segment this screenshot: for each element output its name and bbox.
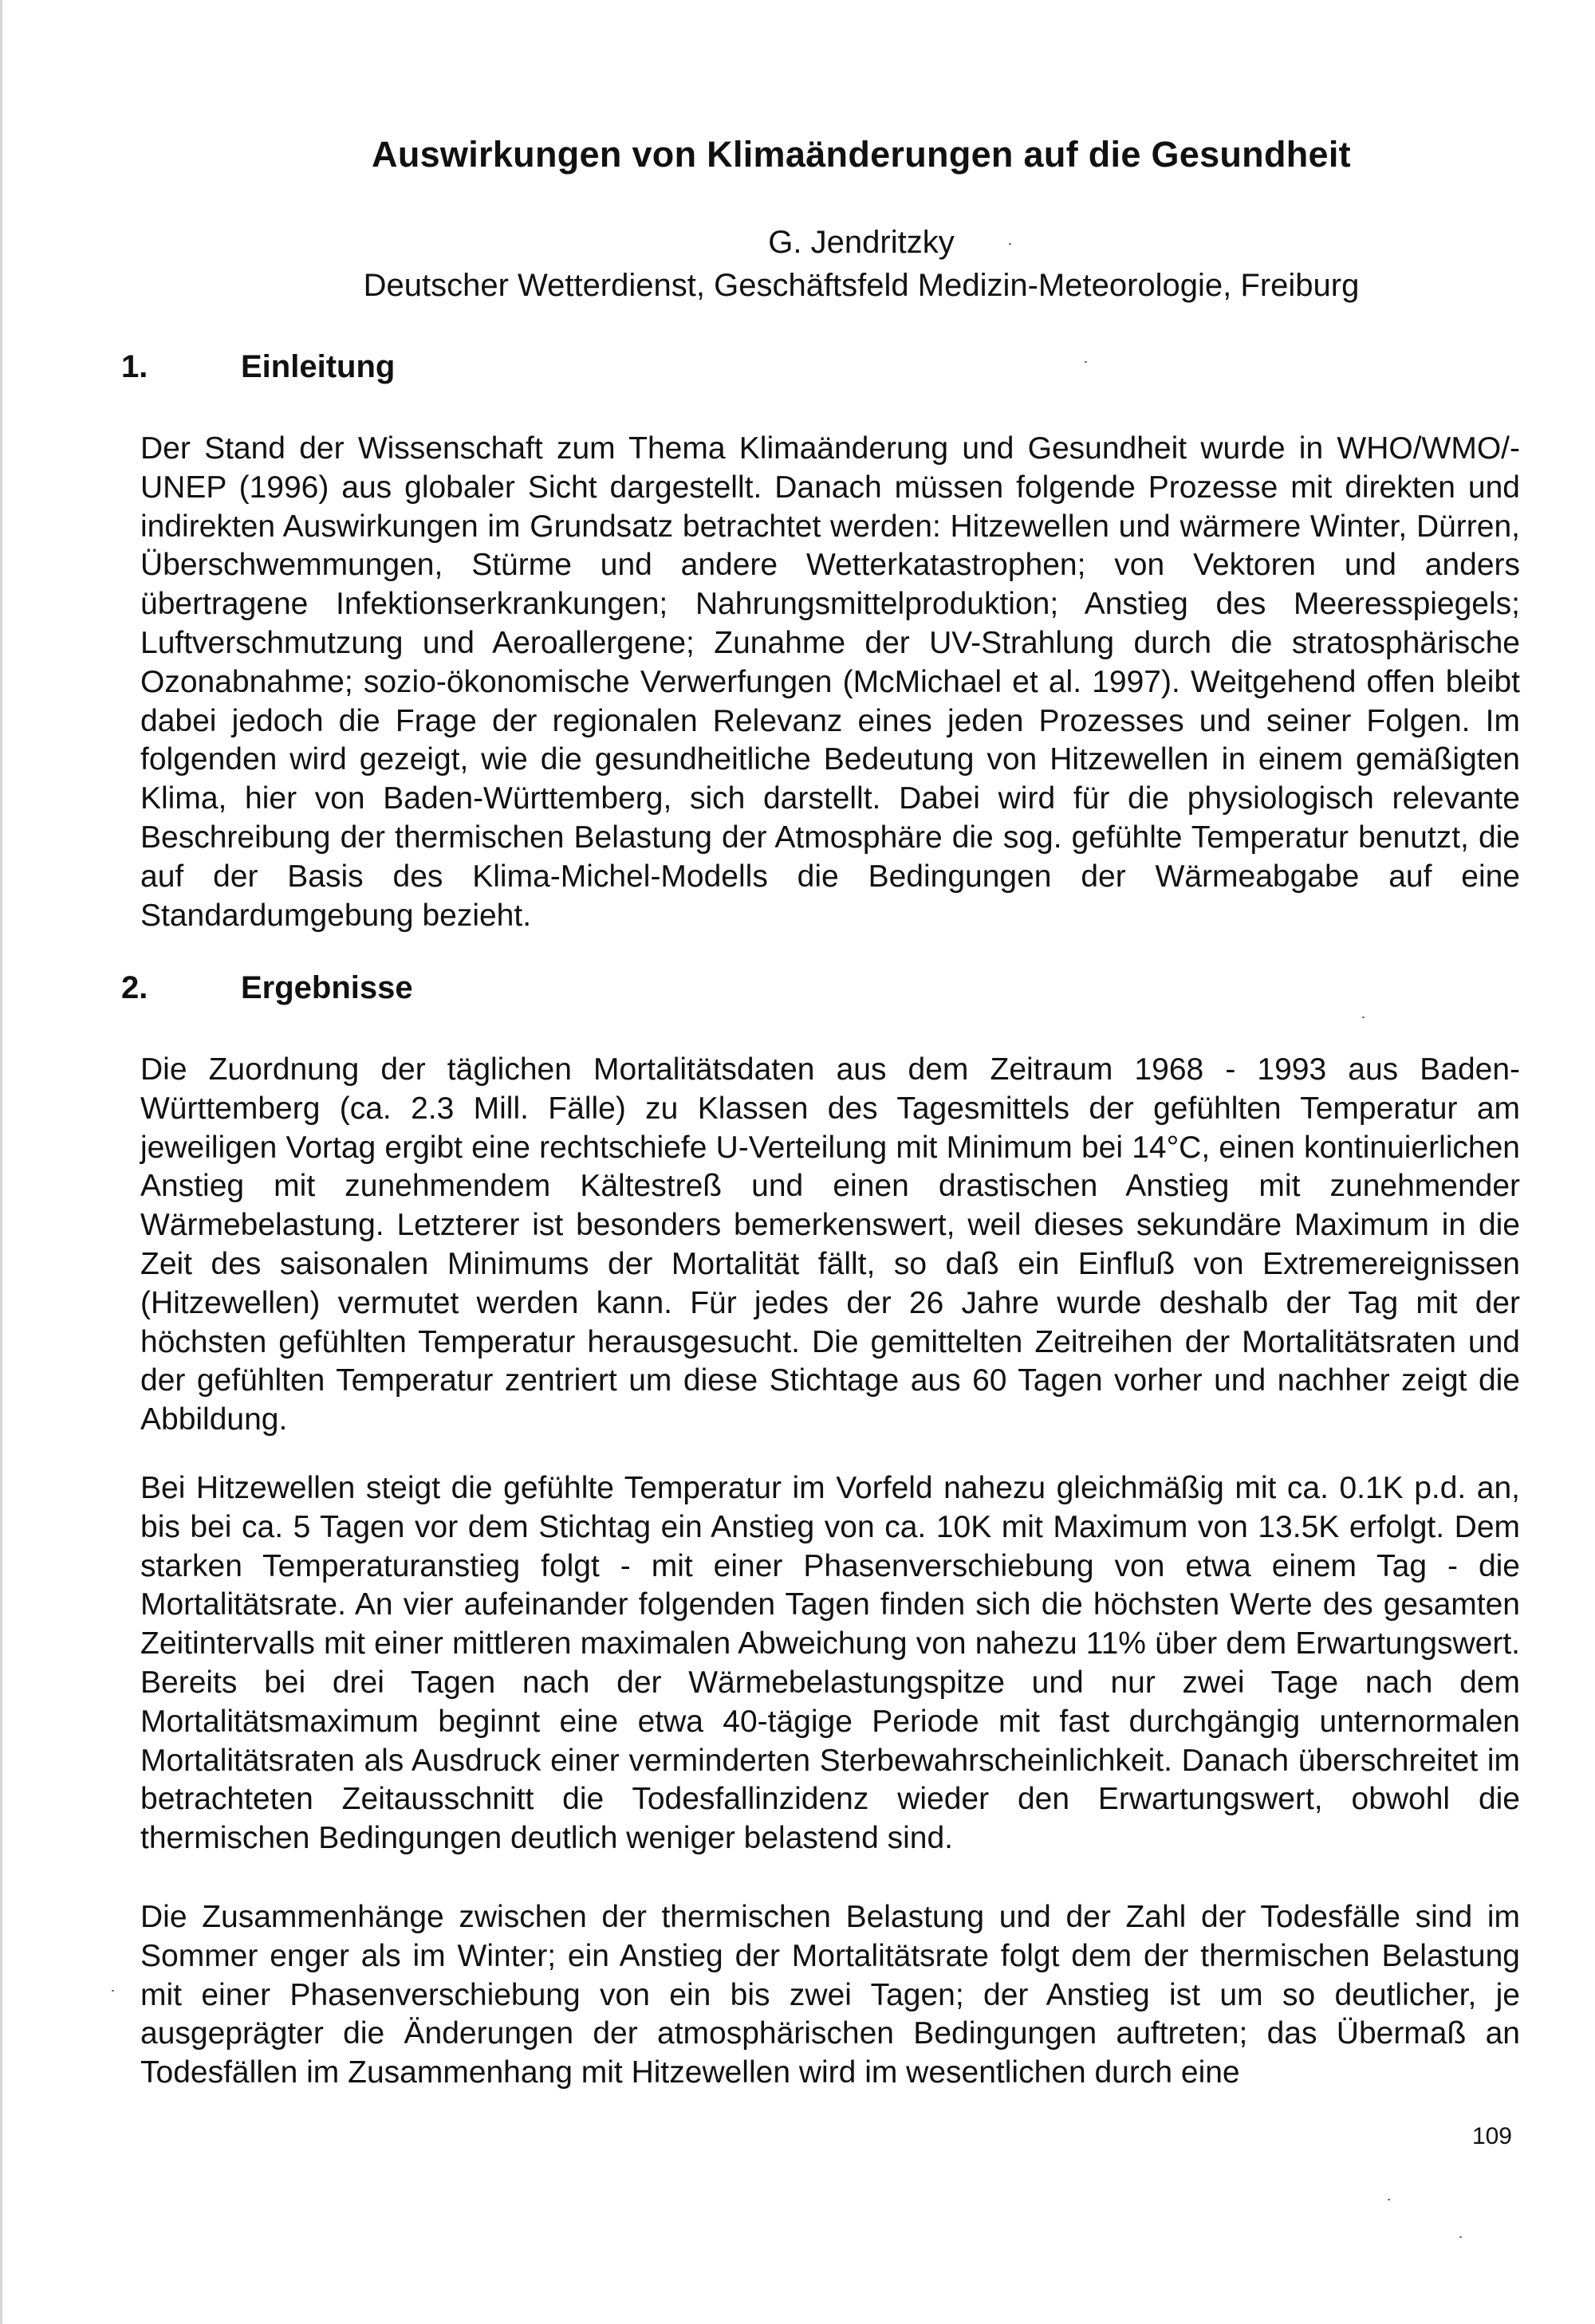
scan-speck (1009, 243, 1011, 245)
author-name: G. Jendritzky (768, 225, 955, 260)
paper-title: Auswirkungen von Klimaänderungen auf die Gesundheit (372, 134, 1351, 175)
section-title: Einleitung (241, 349, 396, 384)
section-number: 2. (121, 970, 148, 1005)
paragraph-einleitung: Der Stand der Wissenschaft zum Thema Klimaänderung und Gesundheit wurde in WHO/WMO/-UNEP (1996) aus globaler Sicht dargestellt. Danach müssen folgende Prozesse mit direkten und indirekten Auswirkungen im Grundsatz betrachtet werden: Hitzewellen und wärmere Winter, Dürren, Überschwemmungen, Stürme und andere Wetterkatastrophen; von Vektoren und anders übertragene Infektionserkrankungen; Nahrungsmittelproduktion; Anstieg des Meeresspiegels; Luftverschmutzung und Aeroallergene; Zunahme der UV-Strahlung durch die stratosphärische Ozonabnahme; sozio-ökonomische Verwerfungen (McMichael et al. 1997). Weitgehend offen bleibt dabei jedoch die Frage der regionalen Relevanz eines jeden Prozesses und seiner Folgen. Im folgenden wird gezeigt, wie die gesundheitliche Bedeutung von Hitzewellen in einem gemäßigten Klima, hier von Baden-Württemberg, sich darstellt. Dabei wird für die physiologisch relevante Beschreibung der thermischen Belastung der Atmosphäre die sog. gefühlte Temperatur benutzt, die auf der Basis des Klima-Michel-Modells die Bedingungen der Wärmeabgabe auf eine Standardumgebung bezieht. (140, 431, 1520, 933)
scan-speck (112, 1990, 114, 1992)
author-affiliation: Deutscher Wetterdienst, Geschäftsfeld Medizin-Meteorologie, Freiburg (363, 268, 1360, 303)
section-heading-ergebnisse (121, 970, 413, 1006)
page-number: 109 (1471, 2123, 1512, 2149)
scan-edge (0, 0, 2, 2324)
paragraph-ergebnisse-3: Die Zusammenhänge zwischen der thermischen Belastung und der Zahl der Todesfälle sind im Sommer enger als im Winter; ein Anstieg der Mortalitätsrate folgt dem der thermischen Belastung mit einer Phasenverschiebung von ein bis zwei Tagen; der Anstieg ist um so deutlicher, je ausgeprägter die Änderungen der atmosphärischen Bedingungen auftreten; das Übermaß an Todesfällen im Zusammenhang mit Hitzewellen wird im wesentlichen durch eine (140, 1900, 1520, 2090)
scan-speck (1085, 361, 1087, 363)
scan-speck (1388, 2199, 1390, 2200)
paragraph-ergebnisse-2: Bei Hitzewellen steigt die gefühlte Temperatur im Vorfeld nahezu gleichmäßig mit ca. 0.1K p.d. an, bis bei ca. 5 Tagen vor dem Stichtag ein Anstieg von ca. 10K mit Maximum von 13.5K erfolgt. Dem starken Temperaturanstieg folgt - mit einer Phasenverschiebung von etwa einem Tag - die Mortalitätsrate. An vier aufeinander folgenden Tagen finden sich die höchsten Werte des gesamten Zeitintervalls mit einer mittleren maximalen Abweichung von nahezu 11% über dem Erwartungswert. Bereits bei drei Tagen nach der Wärmebelastungspitze und nur zwei Tage nach dem Mortalitätsmaximum beginnt eine etwa 40-tägige Periode mit fast durchgängig unternormalen Mortalitätsraten als Ausdruck einer verminderten Sterbewahrscheinlichkeit. Danach überschreitet im betrachteten Zeitausschnitt die Todesfallinzidenz wieder den Erwartungswert, obwohl die thermischen Bedingungen deutlich weniger belastend sind. (140, 1471, 1520, 1856)
section-number: 1. (121, 349, 148, 384)
section-heading-einleitung (121, 349, 395, 385)
scan-speck (1362, 1017, 1365, 1018)
scan-speck (1459, 2236, 1462, 2238)
section-title: Ergebnisse (241, 970, 413, 1005)
paragraph-ergebnisse-1: Die Zuordnung der täglichen Mortalitätsdaten aus dem Zeitraum 1968 - 1993 aus Baden-Württemberg (ca. 2.3 Mill. Fälle) zu Klassen des Tagesmittels der gefühlten Temperatur am jeweiligen Vortag ergibt eine rechtschiefe U-Verteilung mit Minimum bei 14°C, einen kontinuierlichen Anstieg mit zunehmendem Kältestreß und einen drastischen Anstieg mit zunehmender Wärmebelastung. Letzterer ist besonders bemerkenswert, weil dieses sekundäre Maximum in die Zeit des saisonalen Minimums der Mortalität fällt, so daß ein Einfluß von Extremereignissen (Hitzewellen) vermutet werden kann. Für jedes der 26 Jahre wurde deshalb der Tag mit der höchsten gefühlten Temperatur herausgesucht. Die gemittelten Zeitreihen der Mortalitätsraten und der gefühlten Temperatur zentriert um diese Stichtage aus 60 Tagen vorher und nachher zeigt die Abbildung. (140, 1052, 1520, 1437)
